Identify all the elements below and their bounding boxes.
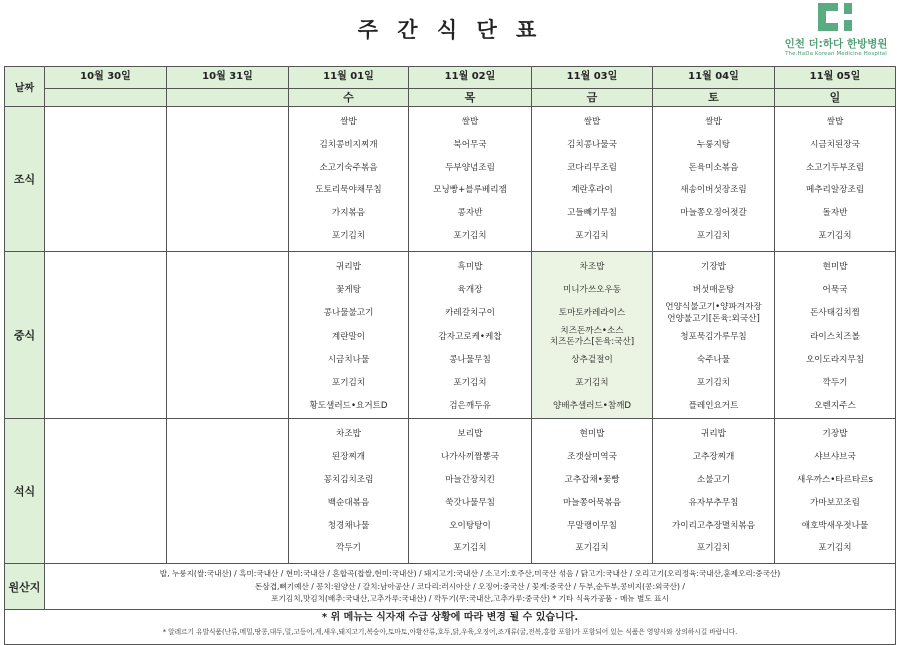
dish-item: 된장찌개: [331, 452, 366, 463]
menu-cell: [653, 419, 775, 564]
dish-item: 차조밥: [336, 429, 361, 440]
dish-line: 치즈돈까스•소스: [560, 325, 624, 336]
date-cell: 11월 03일: [532, 67, 653, 89]
dish-item: 고들빼기무침: [567, 208, 617, 219]
dish-item: 포기김치: [453, 377, 487, 388]
dish-item: 김치콩비지찌개: [319, 139, 378, 150]
dish-item: 육개장: [457, 285, 483, 296]
menu-cell: [775, 252, 896, 419]
dish-item: 차조밥: [579, 262, 605, 272]
dish-item: 새우까스•타르타르s: [797, 474, 873, 485]
menu-cell: [289, 252, 409, 419]
dish-item: 상추겉절이: [571, 354, 613, 365]
dish-item: 청포묵김가루무침: [680, 331, 747, 342]
dish-item: 포기김치: [575, 377, 609, 388]
dish-item: 유자부추무침: [688, 497, 739, 508]
dish-item: 보리밥: [457, 429, 483, 440]
date-cell: 11월 04일: [653, 67, 775, 89]
dish-item: 오이도라지무침: [805, 354, 865, 365]
dish-item: 깍두기: [336, 543, 361, 554]
dish-item: 김치콩나물국: [567, 139, 617, 150]
dish-item: 포기김치: [818, 230, 852, 241]
menu-cell: [653, 107, 775, 252]
dish-item: 메추리알장조림: [805, 185, 865, 196]
dish-item: 쌀밥: [461, 117, 479, 127]
dish-item: 포기김치: [575, 543, 609, 554]
dish-item: [532, 326, 652, 349]
breakfast-row: [5, 107, 896, 252]
dish-item: 쌀밥: [583, 117, 601, 127]
dish-item: 포기김치: [696, 377, 731, 388]
origin-info: [45, 564, 896, 610]
dish-item: 흑미밥: [457, 262, 483, 272]
dish-item: 숙주나물: [696, 354, 731, 365]
menu-cell: [45, 419, 167, 564]
dish-item: 조갯살미역국: [567, 452, 617, 463]
dish-item: 토마토카레라이스: [558, 308, 626, 319]
dish-item: 콩자반: [457, 208, 483, 219]
menu-cell: [409, 419, 532, 564]
allergy-notice: * 알레르기 유발식품(난류,메밀,땅콩,대두,밀,고등어,게,새우,돼지고기,복숭아,토마토,아황산류,호두,닭,우육,오징어,조개류(굴,전복,홍합 포함)가 포함되어 있는 식품은 영양사와 상의하시길 바랍니다.: [162, 628, 738, 637]
dish-item: 돌자반: [822, 208, 848, 219]
dish-item: 누룽지탕: [696, 139, 731, 150]
dish-item: 가지볶음: [331, 208, 366, 219]
menu-cell: [167, 107, 289, 252]
menu-cell: [775, 107, 896, 252]
origin-row: [5, 564, 896, 610]
dish-item: 청경채나물: [327, 520, 370, 531]
breakfast-label: 조식: [5, 107, 45, 252]
dish-item: 새송이버섯장조림: [680, 185, 747, 196]
origin-line: 밥, 누룽지(쌀:국내산) / 흑미:국내산 / 현미:국내산 / 혼합곡(찹쌀,현미:국내산) / 돼지고기:국내산 / 소고기:호주산,미국산 섞음 / 닭고기:국내산 / 오리고기(오리정육:국내산,훈제오리:중국산): [159, 569, 781, 579]
dish-item: 마늘간장치킨: [445, 474, 495, 485]
weekday-row: [5, 89, 896, 107]
dish-item: 콩나물무침: [449, 354, 491, 365]
dish-item: 샤브샤브국: [814, 452, 856, 463]
dish-item: 가마보꼬조림: [810, 497, 860, 508]
dish-item: 검은깨두유: [449, 401, 491, 412]
menu-cell: [532, 419, 653, 564]
dish-item: 북어무국: [453, 139, 487, 150]
weekday-cell: 금: [532, 89, 653, 107]
dish-item: 고추장찌개: [692, 452, 735, 463]
dish-item: 포기김치: [575, 230, 609, 241]
logo-mark-icon: [818, 3, 852, 31]
dish-item: 계란후라이: [571, 185, 613, 196]
notice-cell: [5, 610, 896, 645]
dish-item: 시금치된장국: [810, 139, 860, 150]
dish-item: 카레갈치구이: [445, 308, 495, 319]
lunch-label: 중식: [5, 252, 45, 419]
weekday-cell: [45, 89, 167, 107]
dish-item: 코다리무조림: [567, 162, 617, 173]
dish-item: 어묵국: [822, 285, 848, 296]
origin-label: 원산지: [5, 564, 45, 610]
dish-item: 기장밥: [701, 262, 726, 272]
dish-item: 마늘쫑어묵볶음: [562, 497, 622, 508]
dish-item: 소고기숙주볶음: [319, 162, 378, 173]
dish-item: 두부양념조림: [445, 162, 495, 173]
dish-item: 감자고로케•케찹: [438, 331, 502, 342]
dish-item: 쑥갓나물무침: [445, 497, 495, 508]
weekly-menu-table: [4, 66, 896, 645]
dinner-row: [5, 419, 896, 564]
menu-cell: [532, 107, 653, 252]
logo-subtitle: The:HaDa Korean Medicine Hospital: [785, 51, 887, 57]
change-notice: * 위 메뉴는 식자재 수급 상황에 따라 변경 될 수 있습니다.: [321, 612, 579, 624]
dish-item: 백순대볶음: [327, 497, 370, 508]
dish-line: 언양불고기[돈육:외국산]: [667, 313, 760, 324]
dish-item: 현미밥: [579, 429, 605, 440]
dish-item: 쌀밥: [826, 117, 844, 127]
page-title: 주 간 식 단 표: [357, 18, 543, 42]
dish-item: 미니가쓰오우동: [562, 285, 622, 296]
menu-cell: [167, 252, 289, 419]
date-cell: 10월 31일: [167, 67, 289, 89]
dish-item: 콩나물불고기: [323, 308, 374, 319]
dish-line: 치즈돈가스[돈육:국산]: [549, 337, 635, 348]
dish-item: 쌀밥: [705, 117, 722, 127]
dish-item: [653, 302, 774, 325]
dinner-label: 석식: [5, 419, 45, 564]
menu-cell: [167, 419, 289, 564]
lunch-row: [5, 252, 896, 419]
origin-line: 돈삼겹,뼈기예산 / 꽁치:원양산 / 갈치:남아공산 / 코다리:러시아산 / 오징어:중국산 / 꽃게:중국산 / 두부,순두부,콩비지(콩:외국산) /: [255, 581, 685, 591]
dish-item: 돈사태김치찜: [810, 308, 860, 319]
dish-item: 소고기두부조림: [805, 162, 865, 173]
dish-item: 기장밥: [822, 429, 848, 440]
dish-item: 포기김치: [331, 230, 366, 241]
dish-item: 계란말이: [331, 331, 366, 342]
dish-item: 쌀밥: [340, 117, 357, 127]
dish-item: 마늘쫑오징어젓갈: [680, 208, 747, 219]
date-cell: 11월 05일: [775, 67, 896, 89]
dish-item: 오렌지주스: [814, 401, 856, 412]
menu-cell: [653, 252, 775, 419]
dish-item: 가이리고추장멸치볶음: [671, 520, 756, 531]
dish-item: 나가사끼짬뽕국: [440, 452, 500, 463]
dish-item: 현미밥: [822, 262, 848, 272]
date-cell: 10월 30일: [45, 67, 167, 89]
date-label: 날짜: [5, 67, 45, 107]
dish-item: 포기김치: [696, 230, 731, 241]
weekday-cell: 목: [409, 89, 532, 107]
weekday-cell: 토: [653, 89, 775, 107]
date-cell: 11월 02일: [409, 67, 532, 89]
dish-item: 무말랭이무침: [567, 520, 617, 531]
dish-item: 양배추샐러드•참깨D: [552, 401, 632, 412]
weekday-cell: 수: [289, 89, 409, 107]
dish-item: 모닝빵+블루베리잼: [433, 185, 507, 196]
dish-line: 언양식불고기•양파겨자장: [665, 302, 762, 313]
dish-item: 귀리밥: [336, 262, 361, 272]
dish-item: 플레인요거트: [688, 401, 739, 412]
dish-item: 포기김치: [696, 543, 731, 554]
dish-item: 시금치나물: [327, 354, 370, 365]
dish-item: 깍두기: [822, 377, 848, 388]
dish-item: 귀리밥: [701, 429, 726, 440]
menu-cell-special: [532, 252, 653, 419]
notice-row: [5, 610, 896, 645]
menu-cell: [289, 419, 409, 564]
dish-item: 포기김치: [331, 377, 366, 388]
dish-item: 라이스치즈볼: [810, 331, 860, 342]
origin-line: 포기김치,맛김치(배추:국내산,고추가루:국내산) / 깍두기(무:국내산,고추가루:중국산) * 기타 식육가공품 - 메뉴 별도 표시: [271, 593, 669, 603]
dish-item: 포기김치: [453, 543, 487, 554]
hospital-logo: [780, 3, 892, 61]
dish-item: 꽁치김치조림: [323, 474, 374, 485]
dish-item: 돈육미소볶음: [688, 162, 739, 173]
menu-cell: [45, 252, 167, 419]
date-row: [5, 67, 896, 89]
dish-item: 고추잡채•꽃빵: [564, 474, 620, 485]
dish-item: 버섯매운탕: [692, 285, 735, 296]
dish-item: 황도샐러드•요거트D: [309, 401, 388, 412]
dish-item: 꽃게탕: [336, 285, 361, 296]
menu-cell: [775, 419, 896, 564]
menu-cell: [289, 107, 409, 252]
dish-item: 포기김치: [453, 230, 487, 241]
dish-item: 소불고기: [696, 474, 731, 485]
menu-cell: [45, 107, 167, 252]
dish-item: 도토리묵야채무침: [315, 185, 382, 196]
weekday-cell: [167, 89, 289, 107]
dish-item: 오이탕탕이: [449, 520, 491, 531]
menu-cell: [409, 107, 532, 252]
dish-item: 애호박새우젓나물: [801, 520, 869, 531]
weekday-cell: 일: [775, 89, 896, 107]
menu-cell: [409, 252, 532, 419]
date-cell: 11월 01일: [289, 67, 409, 89]
dish-item: 포기김치: [818, 543, 852, 554]
logo-name: 인천 더:하다 한방병원: [784, 38, 888, 50]
